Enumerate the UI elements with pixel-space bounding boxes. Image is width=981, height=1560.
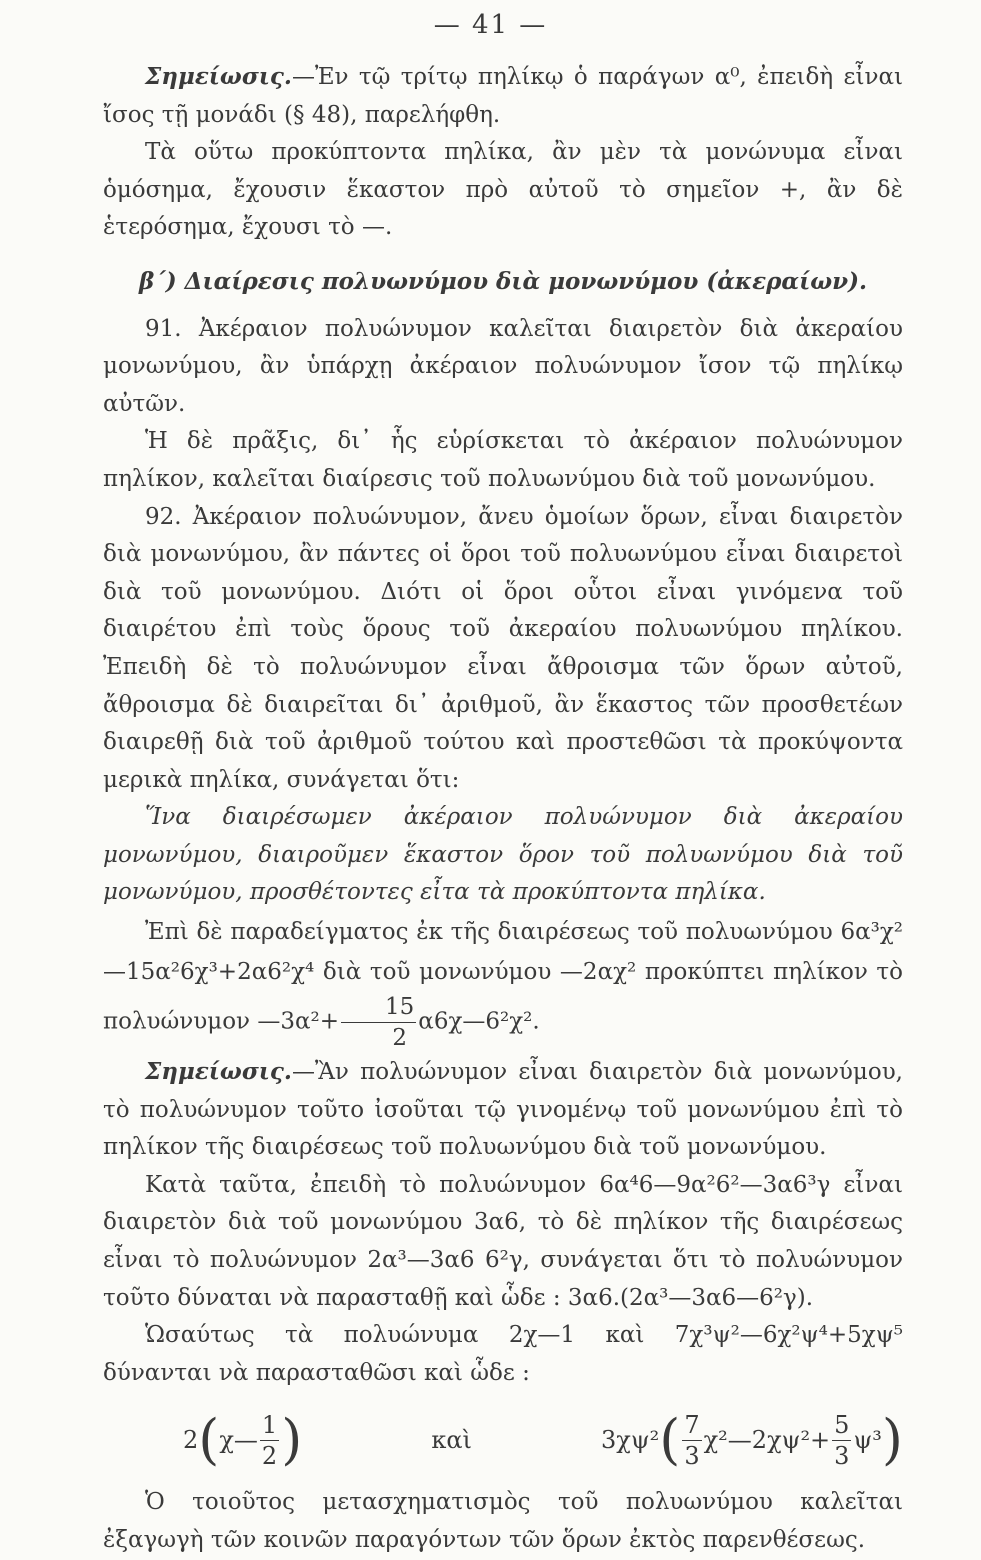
formula-right-numerator-1: 7 xyxy=(684,1410,700,1439)
formula-right-denominator-1: 3 xyxy=(684,1441,700,1470)
formula-left-denominator: 2 xyxy=(261,1441,278,1470)
paragraph-91-number: 91. xyxy=(145,315,182,342)
formula-right xyxy=(601,1410,903,1471)
final-paragraph: Ὁ τοιοῦτος μετασχηματισμὸς τοῦ πολυωνύμου καλεῖται ἐξαγωγὴ τῶν κοινῶν παραγόντων τῶν ὅρων ἐκτὸς παρενθέσεως. xyxy=(103,1489,903,1553)
osautos-paragraph: Ὡσαύτως τὰ πολυώνυμα 2χ—1 καὶ 7χ³ψ²—6χ²ψ⁴+5χψ⁵ δύνανται νὰ παρασταθῶσι καὶ ὧδε : xyxy=(103,1322,903,1386)
formula-left-term: χ— xyxy=(219,1425,258,1454)
second-note-label: Σημείωσις. xyxy=(145,1058,292,1086)
paragraph-92 xyxy=(103,499,903,800)
note-paragraph xyxy=(103,58,903,134)
example-fraction xyxy=(341,992,416,1053)
formula-right-coefficient: 3χψ² xyxy=(601,1425,660,1454)
formula-right-end: ψ³ xyxy=(853,1425,882,1454)
example-text-start: Ἐπὶ δὲ παραδείγματος ἐκ τῆς διαιρέσεως τοῦ πολυωνύμου 6α³χ²—15α²6χ³+2α6²χ⁴ διὰ τοῦ μονωνύμου —2αχ² προκύπτει πηλίκον τὸ πολυώνυμον —3α²+ xyxy=(103,919,903,1035)
page-body xyxy=(103,58,903,1560)
formula-right-fraction-1 xyxy=(682,1410,701,1471)
formula-left-numerator: 1 xyxy=(261,1410,278,1439)
example-text-end: α6χ—6²χ². xyxy=(418,1008,540,1035)
close-paren-icon: ) xyxy=(281,1408,303,1472)
paragraph-92-text: Ἀκέραιον πολυώνυμον, ἄνευ ὁμοίων ὅρων, εἶναι διαιρετὸν διὰ μονωνύμου, ἂν πάντες οἱ ὅροι τοῦ πολυωνύμου εἶναι διαιρετοὶ διὰ τοῦ μονωνύμου. Διότι οἱ ὅροι οὗτοι εἶναι γινόμενα τοῦ διαιρέτου ἐπὶ τοὺς ὅρους τοῦ ἀκεραίου πολυωνύμου πηλίκου. Ἐπειδὴ δὲ τὸ πολυώνυμον εἶναι ἄθροισμα τῶν ὅρων αὐτοῦ, ἄθροισμα δὲ διαιρεῖται δι᾿ ἀριθμοῦ, ἂν ἕκαστος τῶν προσθετέων διαιρεθῇ διὰ τοῦ ἀριθμοῦ τούτου καὶ προστεθῶσι τὰ προκύψοντα μερικὰ πηλίκα, συνάγεται ὅτι: xyxy=(103,503,903,793)
rule-statement: Ἵνα διαιρέσωμεν ἀκέραιον πολυώνυμον διὰ ἀκεραίου μονωνύμου, διαιροῦμεν ἕκαστον ὅρον τοῦ πολυωνύμου διὰ τοῦ μονωνύμου, προσθέτοντες εἶτα τὰ προκύπτοντα πηλίκα. xyxy=(103,804,903,906)
second-note-paragraph xyxy=(103,1053,903,1167)
close-paren-icon: ) xyxy=(881,1408,903,1472)
formula-left-coefficient: 2 xyxy=(183,1425,199,1454)
note-text: —Ἐν τῷ τρίτῳ πηλίκῳ ὁ παράγων α⁰, ἐπειδὴ εἶναι ἴσος τῇ μονάδι (§ 48), παρελήφθη. xyxy=(103,64,903,128)
formula-left-fraction xyxy=(260,1410,279,1471)
paragraph-91-continued: Ἡ δὲ πρᾶξις, δι᾿ ἧς εὑρίσκεται τὸ ἀκέραιον πολυώνυμον πηλίκον, καλεῖται διαίρεσις τοῦ πολυωνύμου διὰ τοῦ μονωνύμου. xyxy=(103,428,903,492)
section-heading: β΄) Διαίρεσις πολυωνύμου διὰ μονωνύμου (ἀκεραίων). xyxy=(138,267,867,295)
page-number: — 41 — xyxy=(433,10,548,40)
paragraph-92-number: 92. xyxy=(145,503,182,530)
paragraph-91 xyxy=(103,311,903,424)
paragraph-91-text: Ἀκέραιον πολυώνυμον καλεῖται διαιρετὸν διὰ ἀκεραίου μονωνύμου, ἂν ὑπάρχῃ ἀκέραιον πολυώνυμον ἴσον τῷ πηλίκῳ αὐτῶν. xyxy=(103,315,903,417)
open-paren-icon: ( xyxy=(198,1408,220,1472)
sign-paragraph: Τὰ οὕτω προκύπτοντα πηλίκα, ἂν μὲν τὰ μονώνυμα εἶναι ὁμόσημα, ἔχουσιν ἕκαστον πρὸ αὐτοῦ τὸ σημεῖον +, ἂν δὲ ἑτερόσημα, ἔχουσι τὸ —. xyxy=(103,139,903,241)
second-note-text: —Ἂν πολυώνυμον εἶναι διαιρετὸν διὰ μονωνύμου, τὸ πολυώνυμον τοῦτο ἰσοῦται τῷ γινομένῳ τοῦ μονωνύμου ἐπὶ τὸ πηλίκον τῆς διαιρέσεως τοῦ πολυωνύμου διὰ τοῦ μονωνύμου. xyxy=(103,1059,903,1161)
formula-right-denominator-2: 3 xyxy=(834,1441,850,1470)
note-label: Σημείωσις. xyxy=(145,63,292,90)
example-fraction-numerator: 15 xyxy=(341,992,416,1023)
kata-tauta-paragraph: Κατὰ ταῦτα, ἐπειδὴ τὸ πολυώνυμον 6α⁴6—9α²6²—3α6³γ εἶναι διαιρετὸν διὰ τοῦ μονωνύμου 3α6, τὸ δὲ πηλίκον τῆς διαιρέσεως εἶναι τὸ πολυώνυμον 2α³—3α6 6²γ, συνάγεται ὅτι τὸ πολυώνυμον τοῦτο δύναται νὰ παρασταθῇ καὶ ὧδε : 3α6.(2α³—3α6—6²γ). xyxy=(103,1171,903,1311)
formula-right-middle: χ²—2χψ²+ xyxy=(703,1425,831,1454)
example-fraction-denominator: 2 xyxy=(392,1025,407,1052)
formula-left xyxy=(183,1410,302,1471)
formula-right-fraction-2 xyxy=(832,1410,851,1471)
open-paren-icon: ( xyxy=(659,1408,681,1472)
formula-conjunction: καὶ xyxy=(431,1425,472,1454)
factored-formulas xyxy=(103,1398,903,1482)
example-paragraph xyxy=(103,912,903,1053)
formula-right-numerator-2: 5 xyxy=(834,1410,850,1439)
